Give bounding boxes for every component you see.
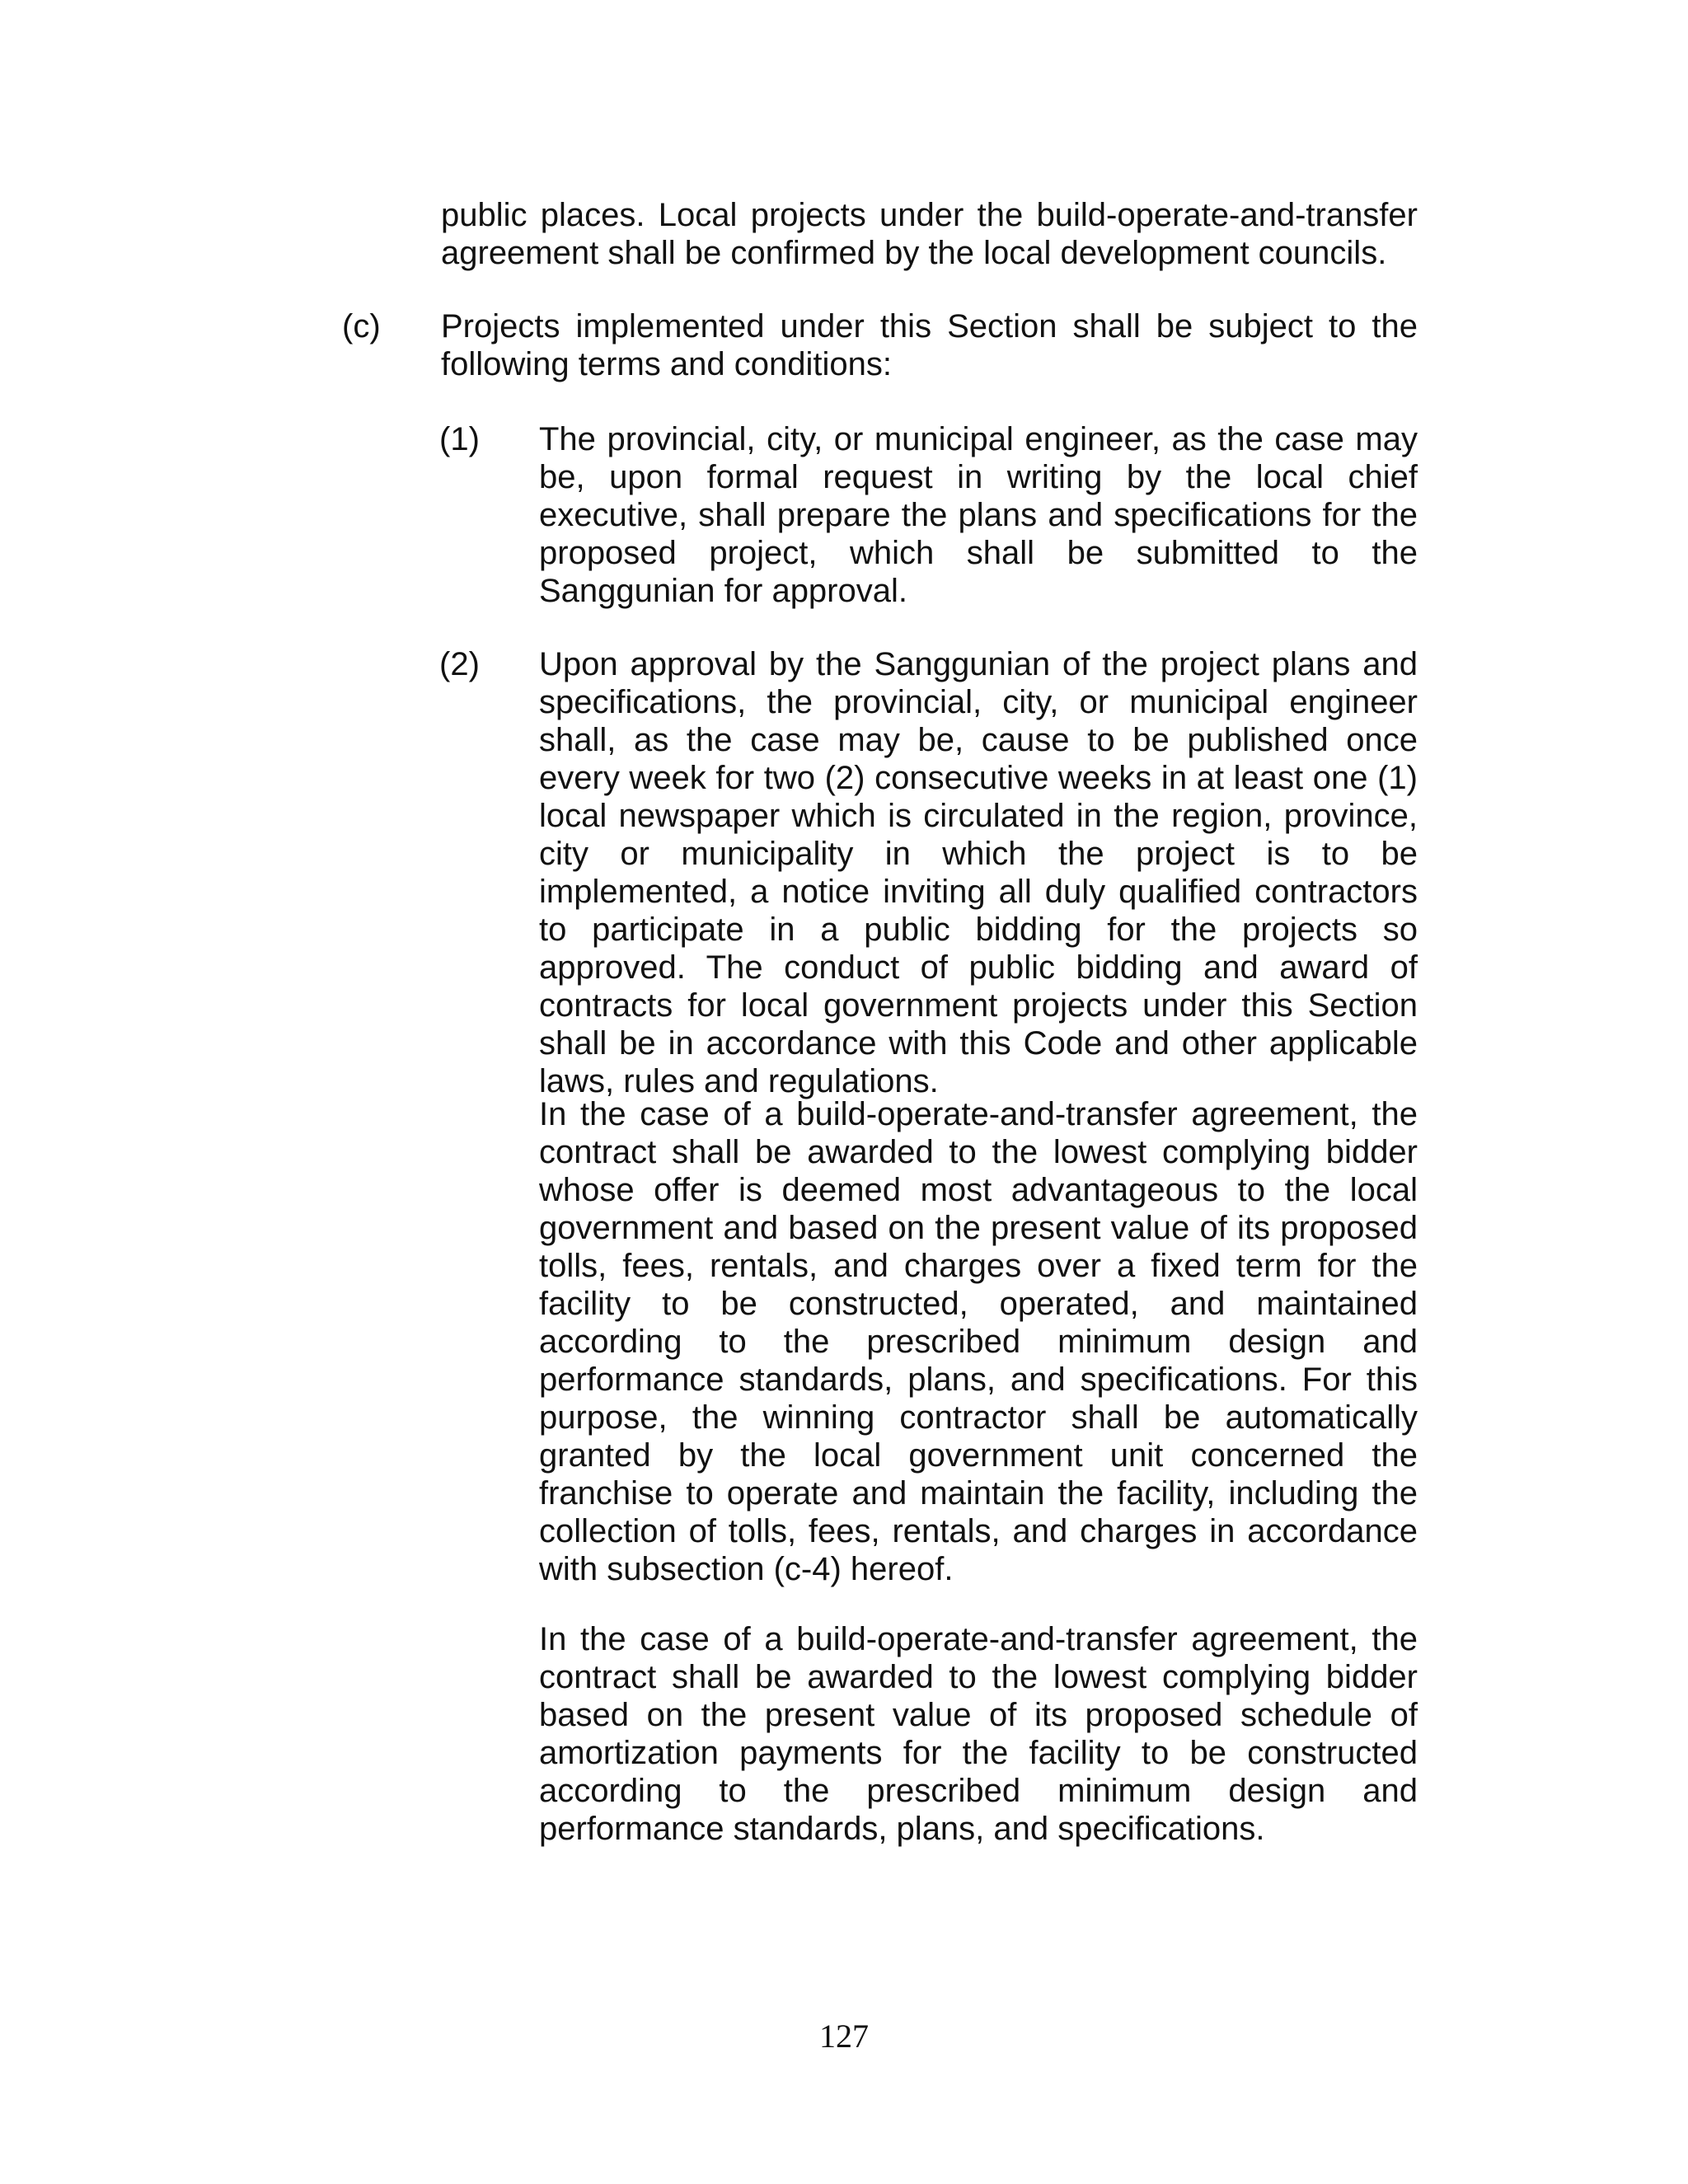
section-c-text: Projects implemented under this Section shall be subject to the following terms and conditions:: [441, 308, 1418, 382]
bot-paragraph-2: In the case of a build-operate-and-transfer agreement, the contract shall be awarded to the lowest complying bidder based on the present value of its proposed schedule of amortization payments for the facility to be constructed according to the prescribed minimum design and performance standards, plans, and specifications.: [539, 1621, 1418, 1847]
bot-paragraph-1: In the case of a build-operate-and-transfer agreement, the contract shall be awarded to the lowest complying bidder whose offer is deemed most advantageous to the local government and based on the present value of its proposed tolls, fees, rentals, and charges over a fixed term for the facility to be constructed, operated, and maintained according to the prescribed minimum design and performance standards, plans, and specifications. For this purpose, the winning contractor shall be automatically granted by the local government unit concerned the franchise to operate and maintain the facility, including the collection of tolls, fees, rentals, and charges in accordance with subsection (c-4) hereof.: [539, 1096, 1418, 1587]
item-1-text: The provincial, city, or municipal engineer, as the case may be, upon formal request in writing by the local chief executive, shall prepare the plans and specifications for the proposed project, which shall be submitted to the Sanggunian for approval.: [539, 421, 1418, 609]
item-1-label: (1): [439, 421, 480, 457]
section-c-label: (c): [342, 308, 381, 344]
item-2-label: (2): [439, 646, 480, 682]
intro-paragraph: public places. Local projects under the build-operate-and-transfer agreement shall be confirmed by the local development councils.: [441, 197, 1418, 271]
page-number: 127: [819, 2018, 869, 2055]
item-2-text: Upon approval by the Sanggunian of the project plans and specifications, the provincial, city, or municipal engineer shall, as the case may be, cause to be published once every week for two (2) consecutive weeks in at least one (1) local newspaper which is circulated in the region, province, city or municipality in which the project is to be implemented, a notice inviting all duly qualified contractors to participate in a public bidding for the projects so approved. The conduct of public bidding and award of contracts for local government projects under this Section shall be in accordance with this Code and other applicable laws, rules and regulations.: [539, 646, 1418, 1099]
